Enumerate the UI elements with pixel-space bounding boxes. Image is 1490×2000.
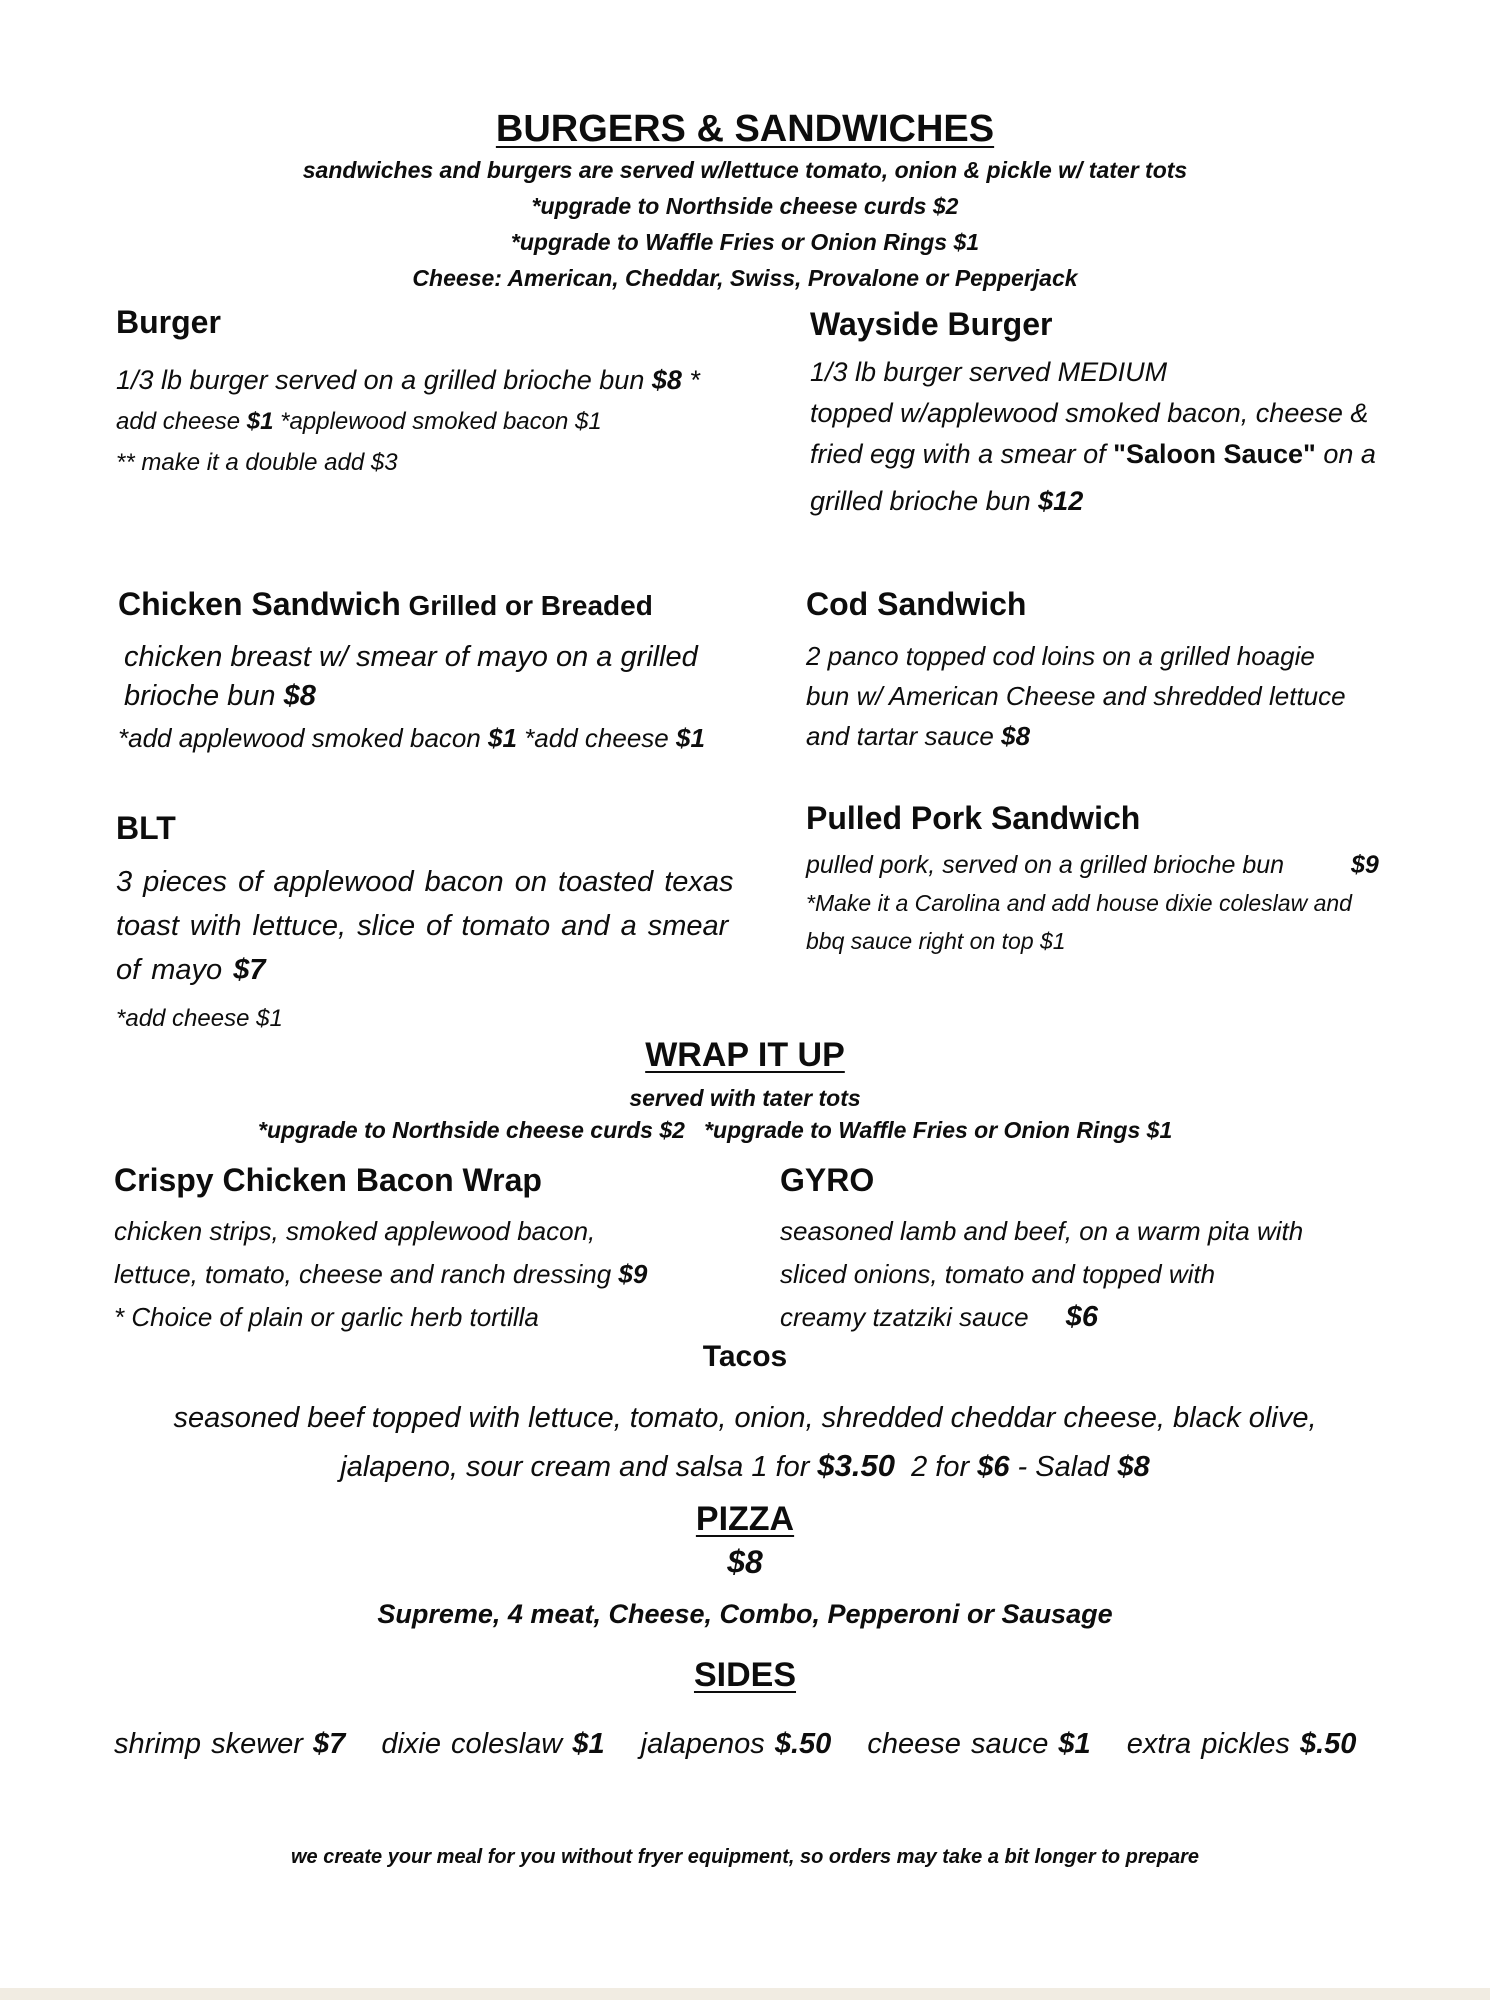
burger-line-2-after: *applewood smoked bacon $1 xyxy=(273,408,602,435)
sides-list xyxy=(114,1728,1484,1761)
chicken-name-suffix: Grilled or Breaded xyxy=(400,590,653,621)
item-title-gyro: GYRO xyxy=(780,1162,875,1198)
item-desc-cod-sandwich xyxy=(806,636,1486,756)
wayside-line-1: 1/3 lb burger served MEDIUM xyxy=(810,357,1168,387)
side-price: $1 xyxy=(1058,1728,1091,1760)
item-title-blt: BLT xyxy=(116,810,176,846)
crispy-line-3: * Choice of plain or garlic herb tortilla xyxy=(114,1302,539,1332)
gyro-line-2: sliced onions, tomato and topped with xyxy=(780,1259,1216,1289)
blt-addon: *add cheese $1 xyxy=(116,1005,283,1032)
tacos-line-2-text: jalapeno, sour cream and salsa 1 for xyxy=(340,1451,818,1483)
item-desc-pulled-pork xyxy=(806,846,1486,960)
burger-price: $8 xyxy=(651,365,682,395)
section-heading-sides: SIDES xyxy=(693,1656,797,1694)
section-heading-wraps: WRAP IT UP xyxy=(645,1036,845,1074)
footer-note: we create your meal for you without fryer equipment, so orders may take a bit longer to prepare xyxy=(290,1846,1199,1868)
burger-line-3-text: ** make it a double add xyxy=(116,449,371,476)
cod-line-1: 2 panco topped cod loins on a grilled hoagie xyxy=(806,641,1315,671)
pulled-pork-line-3: bbq sauce right on top $1 xyxy=(806,928,1066,954)
burger-line-3 xyxy=(116,442,766,483)
item-title-tacos: Tacos xyxy=(702,1340,788,1373)
burgers-note-cheese: Cheese: American, Cheddar, Swiss, Provalone or Pepperjack xyxy=(412,265,1078,291)
gyro-line-1: seasoned lamb and beef, on a warm pita with xyxy=(780,1216,1304,1246)
pulled-pork-price: $9 xyxy=(1351,851,1379,879)
burger-line-2 xyxy=(116,401,766,442)
gyro-price: $6 xyxy=(1065,1301,1099,1333)
side-name: jalapenos xyxy=(640,1728,775,1760)
crispy-line-2-text: lettuce, tomato, cheese and ranch dressing xyxy=(114,1259,619,1289)
side-price: $.50 xyxy=(774,1728,832,1760)
chicken-cheese-addon: *add cheese xyxy=(516,723,676,753)
wayside-line-3-post: on a xyxy=(1315,439,1376,469)
item-desc-blt xyxy=(116,860,816,992)
side-name: cheese sauce xyxy=(867,1728,1059,1760)
blt-price: $7 xyxy=(233,954,266,986)
cod-line-3-text: and tartar sauce xyxy=(806,721,1002,751)
wayside-line-3-pre: fried egg with a smear of xyxy=(810,439,1114,469)
blt-line-1: 3 pieces of applewood bacon on toasted texas xyxy=(116,866,734,898)
item-desc-crispy-chicken-wrap xyxy=(114,1210,794,1339)
burger-double-price: $3 xyxy=(370,449,398,476)
chicken-line-2-text: brioche bun xyxy=(124,680,284,712)
burger-cheese-price: $1 xyxy=(246,408,274,435)
section-heading-burgers: BURGERS & SANDWICHES xyxy=(495,108,995,150)
burger-line-1-after: * xyxy=(681,365,700,395)
wayside-line-4 xyxy=(810,481,1470,522)
chicken-addons xyxy=(118,718,818,759)
burgers-note-curds: *upgrade to Northside cheese curds $2 xyxy=(531,193,959,219)
item-desc-wayside-burger xyxy=(810,352,1470,522)
wayside-saloon-sauce: "Saloon Sauce" xyxy=(1113,439,1316,469)
item-title-chicken-sandwich xyxy=(118,586,653,623)
chicken-bacon-addon: *add applewood smoked bacon xyxy=(118,723,489,753)
gyro-line-3-text: creamy tzatziki sauce xyxy=(780,1302,1036,1332)
section-heading-pizza: PIZZA xyxy=(695,1500,795,1538)
chicken-price: $8 xyxy=(283,680,316,712)
item-title-pulled-pork: Pulled Pork Sandwich xyxy=(806,800,1141,836)
chicken-bacon-price: $1 xyxy=(488,723,517,753)
chicken-cheese-price: $1 xyxy=(675,723,705,753)
burgers-note-fries: *upgrade to Waffle Fries or Onion Rings $1 xyxy=(510,229,980,255)
paper-edge xyxy=(0,1988,1490,2000)
pulled-pork-line-1 xyxy=(806,846,1486,884)
burger-line-1-text: 1/3 lb burger served on a grilled brioche bun xyxy=(116,365,652,395)
pulled-pork-line-2: *Make it a Carolina and add house dixie coleslaw and xyxy=(806,890,1352,916)
item-title-wayside-burger: Wayside Burger xyxy=(810,306,1053,342)
burger-line-1 xyxy=(116,360,766,401)
cod-line-3 xyxy=(806,716,1486,756)
wayside-line-4-text: grilled brioche bun xyxy=(810,486,1039,516)
tacos-line-1: seasoned beef topped with lettuce, tomato, onion, shredded cheddar cheese, black olive, xyxy=(173,1402,1317,1434)
crispy-price: $9 xyxy=(618,1259,648,1289)
wayside-line-3 xyxy=(810,434,1470,475)
item-title-cod-sandwich: Cod Sandwich xyxy=(806,586,1027,622)
tacos-line-2 xyxy=(0,1442,1490,1491)
chicken-line-2 xyxy=(124,677,804,716)
chicken-name: Chicken Sandwich xyxy=(118,586,401,622)
wayside-line-2: topped w/applewood smoked bacon, cheese & xyxy=(810,398,1369,428)
side-item-shrimp-skewer xyxy=(114,1728,371,1760)
side-item-jalapenos xyxy=(641,1728,858,1760)
item-desc-burger xyxy=(116,360,766,483)
tacos-salad-price: $8 xyxy=(1117,1451,1150,1483)
tacos-two-for: 2 for xyxy=(895,1451,978,1483)
side-price: $.50 xyxy=(1299,1728,1357,1760)
side-price: $7 xyxy=(313,1728,346,1760)
pulled-pork-line-1-text: pulled pork, served on a grilled brioche bun xyxy=(806,851,1285,879)
side-item-dixie-coleslaw xyxy=(381,1728,630,1760)
tacos-price-one: $3.50 xyxy=(817,1448,895,1483)
wayside-price: $12 xyxy=(1038,486,1084,516)
item-title-burger: Burger xyxy=(116,304,221,340)
item-desc-chicken-sandwich xyxy=(124,638,804,716)
blt-line-3 xyxy=(116,948,816,992)
tacos-salad: - Salad xyxy=(1009,1451,1118,1483)
item-desc-tacos xyxy=(0,1394,1490,1491)
wraps-note-upgrades: *upgrade to Northside cheese curds $2 *upgrade to Waffle Fries or Onion Rings $1 xyxy=(258,1117,1173,1143)
wraps-note-tots: served with tater tots xyxy=(629,1085,861,1111)
cod-line-2: bun w/ American Cheese and shredded lettuce xyxy=(806,681,1346,711)
pizza-price: $8 xyxy=(727,1544,763,1580)
tacos-price-two: $6 xyxy=(977,1451,1010,1483)
chicken-line-1: chicken breast w/ smear of mayo on a grilled xyxy=(124,641,698,673)
burgers-note-served: sandwiches and burgers are served w/lettuce tomato, onion & pickle w/ tater tots xyxy=(302,157,1188,183)
pizza-types: Supreme, 4 meat, Cheese, Combo, Pepperoni or Sausage xyxy=(377,1599,1113,1629)
side-price: $1 xyxy=(572,1728,605,1760)
crispy-line-1: chicken strips, smoked applewood bacon, xyxy=(114,1216,596,1246)
gyro-line-3 xyxy=(780,1296,1480,1339)
blt-line-3-text: of mayo xyxy=(116,954,234,986)
side-name: dixie coleslaw xyxy=(381,1728,573,1760)
item-desc-gyro xyxy=(780,1210,1480,1339)
cod-price: $8 xyxy=(1001,721,1031,751)
side-name: shrimp skewer xyxy=(114,1728,313,1760)
side-name: extra pickles xyxy=(1126,1728,1300,1760)
side-item-cheese-sauce xyxy=(867,1728,1116,1760)
side-item-extra-pickles xyxy=(1127,1728,1357,1760)
item-title-crispy-chicken-wrap: Crispy Chicken Bacon Wrap xyxy=(114,1162,542,1198)
crispy-line-2 xyxy=(114,1253,794,1296)
burger-line-2-text: add cheese xyxy=(116,408,247,435)
blt-line-2: toast with lettuce, slice of tomato and a smear xyxy=(116,910,729,942)
